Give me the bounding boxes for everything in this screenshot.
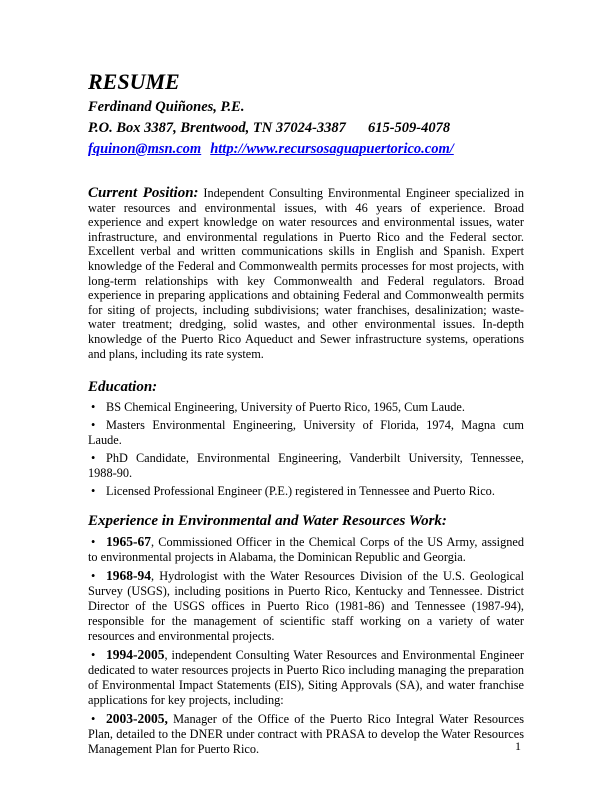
bullet-icon: • [91, 535, 96, 550]
experience-item [88, 534, 524, 565]
phone-number: 615-509-4078 [367, 120, 451, 136]
experience-item-text: , independent Consulting Water Resources and Environmental Engineer dedicated to water resources projects in Puerto Rico including managing the preparation of Environmental Impact Statements (EIS), Siting Approvals (SA), and water franchise applications for key projects, including: [88, 648, 524, 708]
education-item [88, 400, 524, 415]
bullet-icon: • [91, 418, 96, 433]
education-item-text: BS Chemical Engineering, University of Puerto Rico, 1965, Cum Laude. [106, 400, 465, 415]
education-item [88, 451, 524, 481]
resume-header [88, 70, 524, 160]
page-title: RESUME [88, 69, 180, 94]
bullet-icon: • [91, 451, 96, 466]
experience-heading: Experience in Environmental and Water Resources Work: [88, 513, 447, 530]
education-section [88, 378, 524, 499]
person-name: Ferdinand Quiñones, P.E. [88, 99, 245, 115]
bullet-icon: • [91, 400, 96, 415]
experience-section [88, 512, 524, 757]
education-item-text: Licensed Professional Engineer (P.E.) registered in Tennessee and Puerto Rico. [106, 484, 495, 499]
current-position-body: Independent Consulting Environmental Engineer specialized in water resources and environmental issues, with 46 years of experience. Broad experience and expert knowledge on water resources and environmental issues, water infrastructure, and environmental regulations in Puerto Rico and the Federal sector. Excellent verbal and written communications skills in English and Spanish. Expert knowledge of the Federal and Commonwealth permits processes for most projects, with long-term relationships with key Commonwealth and Federal regulators. Broad experience in preparing applications and obtaining Federal and Commonwealth permits for siting of projects, including subdivisions; water franchises, desalinization; waste-water treatment; dredging, solid wastes, and other environmental issues. In-depth knowledge of the Puerto Rico Aqueduct and Sewer infrastructure systems, operations and plans, including its rate system. [88, 186, 524, 361]
bullet-icon: • [91, 484, 96, 499]
experience-years: 1994-2005 [106, 647, 165, 663]
experience-item-text: Manager of the Office of the Puerto Rico Integral Water Resources Plan, detailed to the DNER under contract with PRASA to develop the Water Resources Management Plan for Puerto Rico. [88, 712, 524, 757]
education-item-text: Masters Environmental Engineering, University of Florida, 1974, Magna cum Laude. [88, 418, 524, 448]
email-link[interactable]: fquinon@msn.com [88, 141, 202, 157]
education-item [88, 484, 524, 499]
links-line [88, 139, 524, 160]
page-content [88, 70, 524, 760]
experience-years: 2003-2005, [106, 711, 168, 727]
education-item-text: PhD Candidate, Environmental Engineering, Vanderbilt University, Tennessee, 1988-90. [88, 451, 524, 481]
experience-item [88, 568, 524, 644]
education-item [88, 418, 524, 448]
bullet-icon: • [91, 648, 96, 663]
education-heading: Education: [88, 379, 158, 396]
contact-line [88, 118, 524, 139]
current-position-section [88, 186, 524, 361]
experience-years: 1968-94 [106, 568, 151, 584]
experience-years: 1965-67 [106, 534, 151, 550]
experience-item [88, 647, 524, 708]
website-link[interactable]: http://www.recursosaguapuertorico.com/ [210, 141, 454, 157]
bullet-icon: • [91, 569, 96, 584]
page-number: 1 [515, 739, 521, 753]
address-text: P.O. Box 3387, Brentwood, TN 37024-3387 [88, 120, 346, 136]
bullet-icon: • [91, 712, 96, 727]
experience-item-text: , Commissioned Officer in the Chemical Corps of the US Army, assigned to environmental projects in Alabama, the Dominican Republic and Georgia. [88, 535, 524, 565]
current-position-heading: Current Position: [88, 185, 199, 201]
experience-item-text: , Hydrologist with the Water Resources Division of the U.S. Geological Survey (USGS), including positions in Puerto Rico, Kentucky and Tennessee. District Director of the USGS offices in Puerto Rico (1981-86) and Tennessee (1987-94), responsible for the management of scientific staff working on a variety of water resources and environmental projects. [88, 569, 524, 644]
experience-item [88, 711, 524, 757]
